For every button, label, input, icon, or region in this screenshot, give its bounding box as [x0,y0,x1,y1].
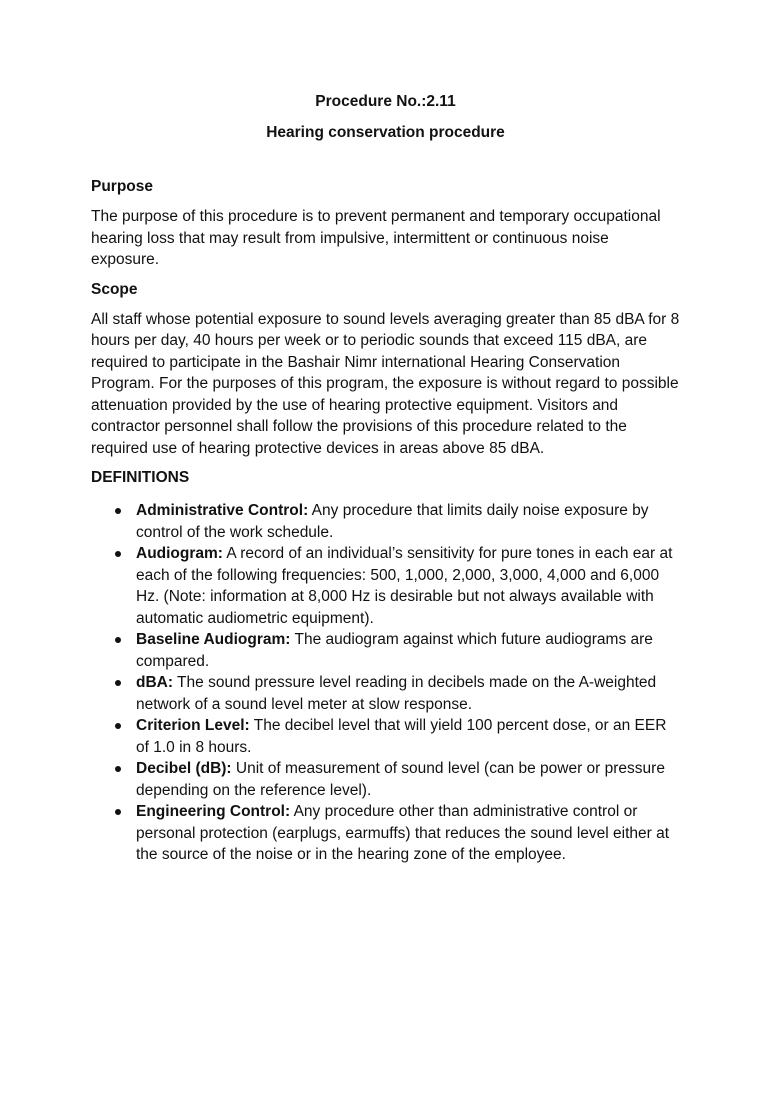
scope-heading: Scope [91,280,138,298]
bullet-icon [115,551,121,557]
definition-text: Unit of measurement of sound level (can be power or pressure depending on the reference level). [136,760,665,799]
procedure-number: Procedure No.:2.11 [315,93,456,110]
procedure-title: Hearing conservation procedure [266,124,505,141]
purpose-body: The purpose of this procedure is to prevent permanent and temporary occupational hearing loss that may result from impulsive, intermittent or continuous noise exposure. [91,208,661,268]
definition-item [91,672,680,715]
definition-term: Criterion Level: [136,717,250,734]
definition-item [91,758,680,801]
definition-term: Administrative Control: [136,502,309,519]
definition-text: A record of an individual’s sensitivity for pure tones in each ear at each of the following frequencies: 500, 1,000, 2,000, 3,000, 4,000 and 6,000 Hz. (Note: information at 8,000 Hz is desirable but not always available with automatic audiometric equipment). [136,545,673,627]
definition-item [91,629,680,672]
definition-text: Any procedure other than administrative control or personal protection (earplugs, earmuffs) that reduces the sound level either at the source of the noise or in the hearing zone of the employee. [136,803,670,863]
bullet-icon [115,680,121,686]
definition-term: Audiogram: [136,545,223,562]
purpose-heading: Purpose [91,178,154,195]
definition-term: Baseline Audiogram: [136,631,291,648]
definition-term: dBA: [136,674,174,691]
bullet-icon [115,723,121,729]
document-page [0,91,768,1115]
definition-term: Engineering Control: [136,803,291,820]
bullet-icon [115,508,121,514]
definition-text: Any procedure that limits daily noise exposure by control of the work schedule. [136,502,649,541]
scope-body: All staff whose potential exposure to sound levels averaging greater than 85 dBA for 8 hours per day, 40 hours per week or to periodic sounds that exceed 115 dBA, are required to participate in the Bashair Nimr international Hearing Conservation Program. For the purposes of this program, the exposure is without regard to possible attenuation provided by the use of hearing protective equipment. Visitors and contractor personnel shall follow the provisions of this procedure related to the required use of hearing protective devices in areas above 85 dBA. [91,310,680,457]
definition-term: Decibel (dB): [136,760,232,777]
definition-item [91,500,680,543]
definition-text: The audiogram against which future audiograms are compared. [136,631,653,670]
definition-item [91,801,680,866]
bullet-icon [115,637,121,643]
definition-text: The decibel level that will yield 100 percent dose, or an EER of 1.0 in 8 hours. [136,717,667,756]
definition-item [91,715,680,758]
bullet-icon [115,766,121,772]
definition-item [91,543,680,629]
bullet-icon [115,809,121,815]
definition-text: The sound pressure level reading in decibels made on the A-weighted network of a sound level meter at slow response. [136,674,657,713]
definitions-list [91,500,680,866]
definitions-heading: DEFINITIONS [91,469,190,486]
